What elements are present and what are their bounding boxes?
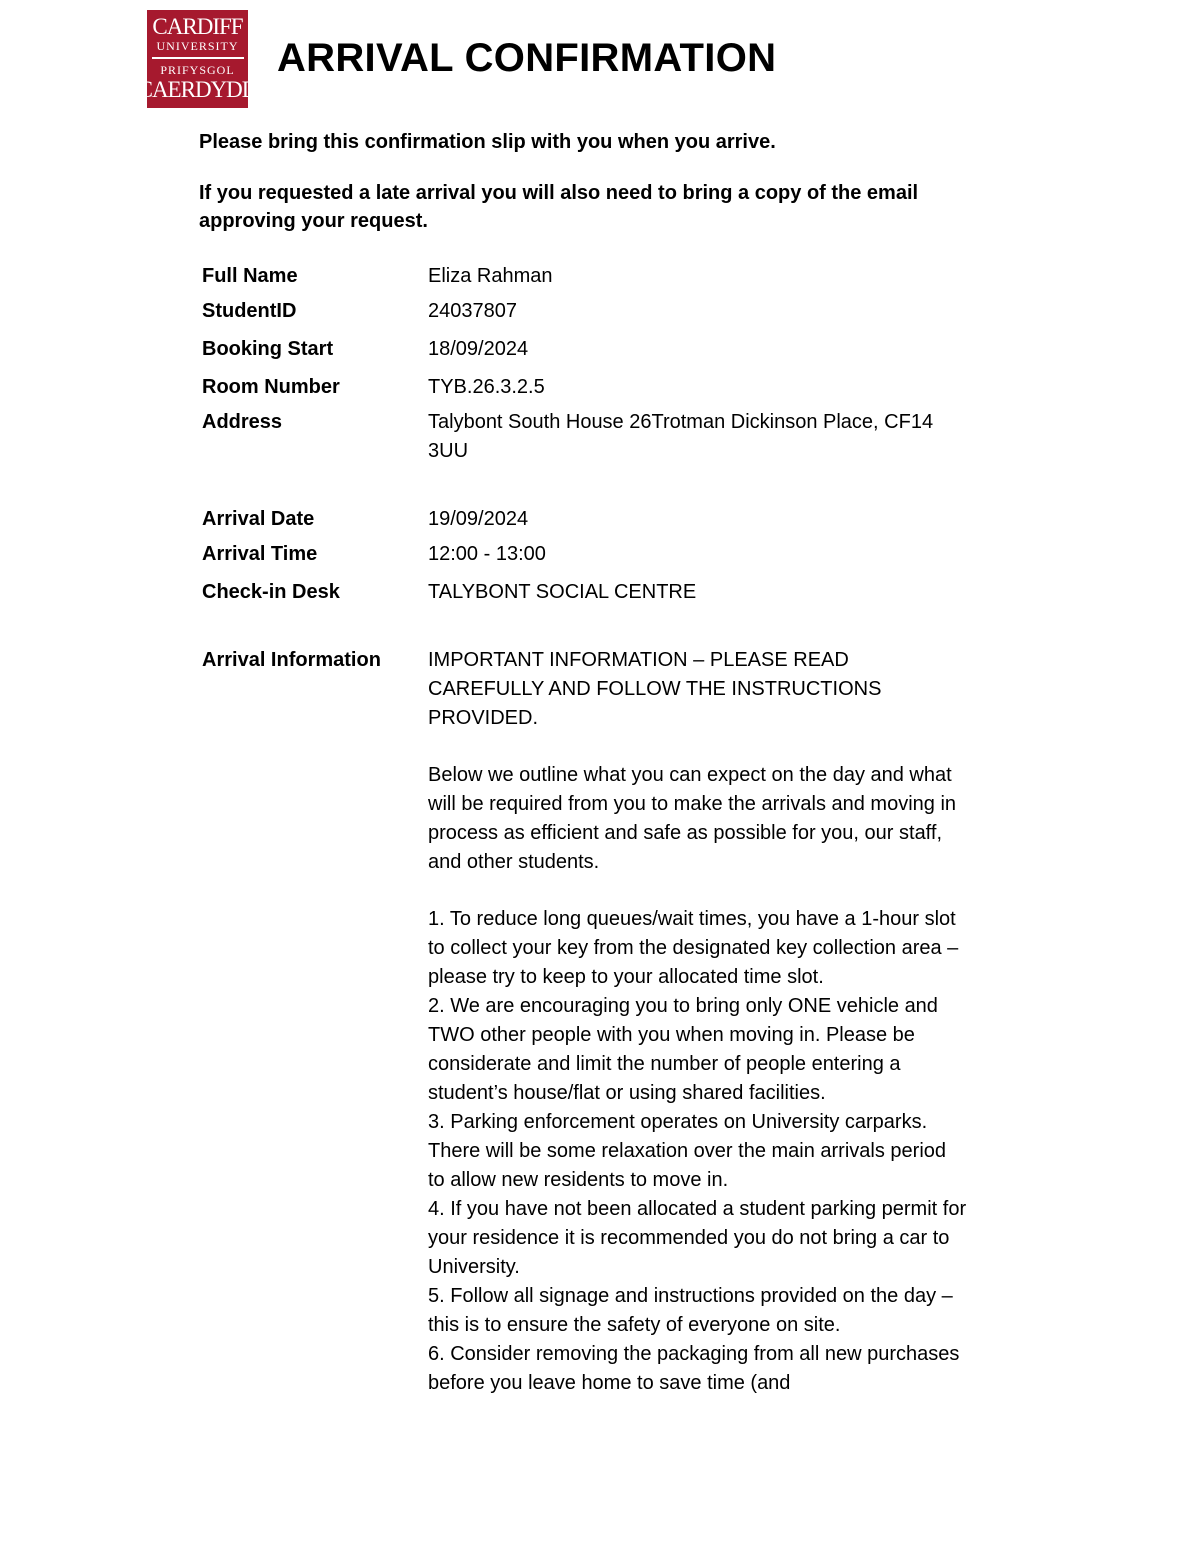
detail-row-checkin-desk (202, 578, 982, 607)
arrival-info-point-1: 1. To reduce long queues/wait times, you have a 1-hour slot to collect your key from the designated key collection area – please try to keep to your allocated time slot. (428, 908, 959, 988)
detail-row-arrival-information (202, 646, 982, 1398)
detail-value: Eliza Rahman (428, 265, 553, 287)
detail-label: Full Name (202, 265, 298, 287)
detail-value: Talybont South House 26Trotman Dickinson Place, CF14 3UU (428, 411, 934, 462)
intro-bring-slip: Please bring this confirmation slip with you when you arrive. (199, 131, 776, 153)
detail-label: Arrival Information (202, 649, 381, 671)
arrival-info-point-2: 2. We are encouraging you to bring only ONE vehicle and TWO other people with you when moving in. Please be considerate and limit the number of people entering a student’s house/flat or using shared facilities. (428, 995, 938, 1104)
detail-label: Arrival Time (202, 543, 318, 565)
logo-divider (152, 57, 244, 59)
arrival-information-text (428, 646, 968, 1398)
university-logo (137, 10, 258, 108)
detail-row-arrival-date (202, 505, 982, 534)
arrival-info-heading: IMPORTANT INFORMATION – PLEASE READ CAREFULLY AND FOLLOW THE INSTRUCTIONS PROVIDED. (428, 649, 882, 729)
detail-row-arrival-time (202, 540, 982, 569)
detail-label: Room Number (202, 376, 340, 398)
detail-label: Address (202, 411, 283, 433)
detail-value: 12:00 - 13:00 (428, 543, 546, 565)
detail-label: Check-in Desk (202, 581, 340, 603)
detail-label: StudentID (202, 300, 297, 322)
logo-line-university: UNIVERSITY (156, 39, 239, 53)
page-title: ARRIVAL CONFIRMATION (277, 36, 777, 80)
booking-details (202, 262, 982, 1398)
detail-value: TALYBONT SOCIAL CENTRE (428, 581, 697, 603)
logo-line-cardiff: CARDIFF (152, 14, 243, 39)
detail-row-room-number (202, 373, 982, 402)
arrival-info-point-6: 6. Consider removing the packaging from all new purchases before you leave home to save time (and (428, 1343, 960, 1394)
intro-late-arrival: If you requested a late arrival you will also need to bring a copy of the email approving your request. (199, 182, 919, 232)
detail-label: Booking Start (202, 338, 334, 360)
arrival-info-point-5: 5. Follow all signage and instructions provided on the day – this is to ensure the safety of everyone on site. (428, 1285, 953, 1336)
arrival-info-point-3: 3. Parking enforcement operates on University carparks. There will be some relaxation over the main arrivals period to allow new residents to move in. (428, 1111, 947, 1191)
detail-value: 19/09/2024 (428, 508, 529, 530)
detail-row-student-id (202, 297, 982, 326)
detail-row-full-name (202, 262, 982, 291)
detail-value: 24037807 (428, 300, 517, 322)
detail-row-address (202, 408, 982, 466)
detail-label: Arrival Date (202, 508, 315, 530)
arrival-info-point-4: 4. If you have not been allocated a student parking permit for your residence it is recommended you do not bring a car to University. (428, 1198, 967, 1278)
detail-row-booking-start (202, 335, 982, 364)
logo-line-prifysgol: PRIFYSGOL (160, 63, 235, 77)
detail-value: 18/09/2024 (428, 338, 529, 360)
logo-line-caerdydd: CAERDYDD (137, 77, 258, 102)
detail-value: TYB.26.3.2.5 (428, 376, 545, 398)
arrival-info-intro: Below we outline what you can expect on the day and what will be required from you to make the arrivals and moving in process as efficient and safe as possible for you, our staff, and other students. (428, 764, 957, 873)
